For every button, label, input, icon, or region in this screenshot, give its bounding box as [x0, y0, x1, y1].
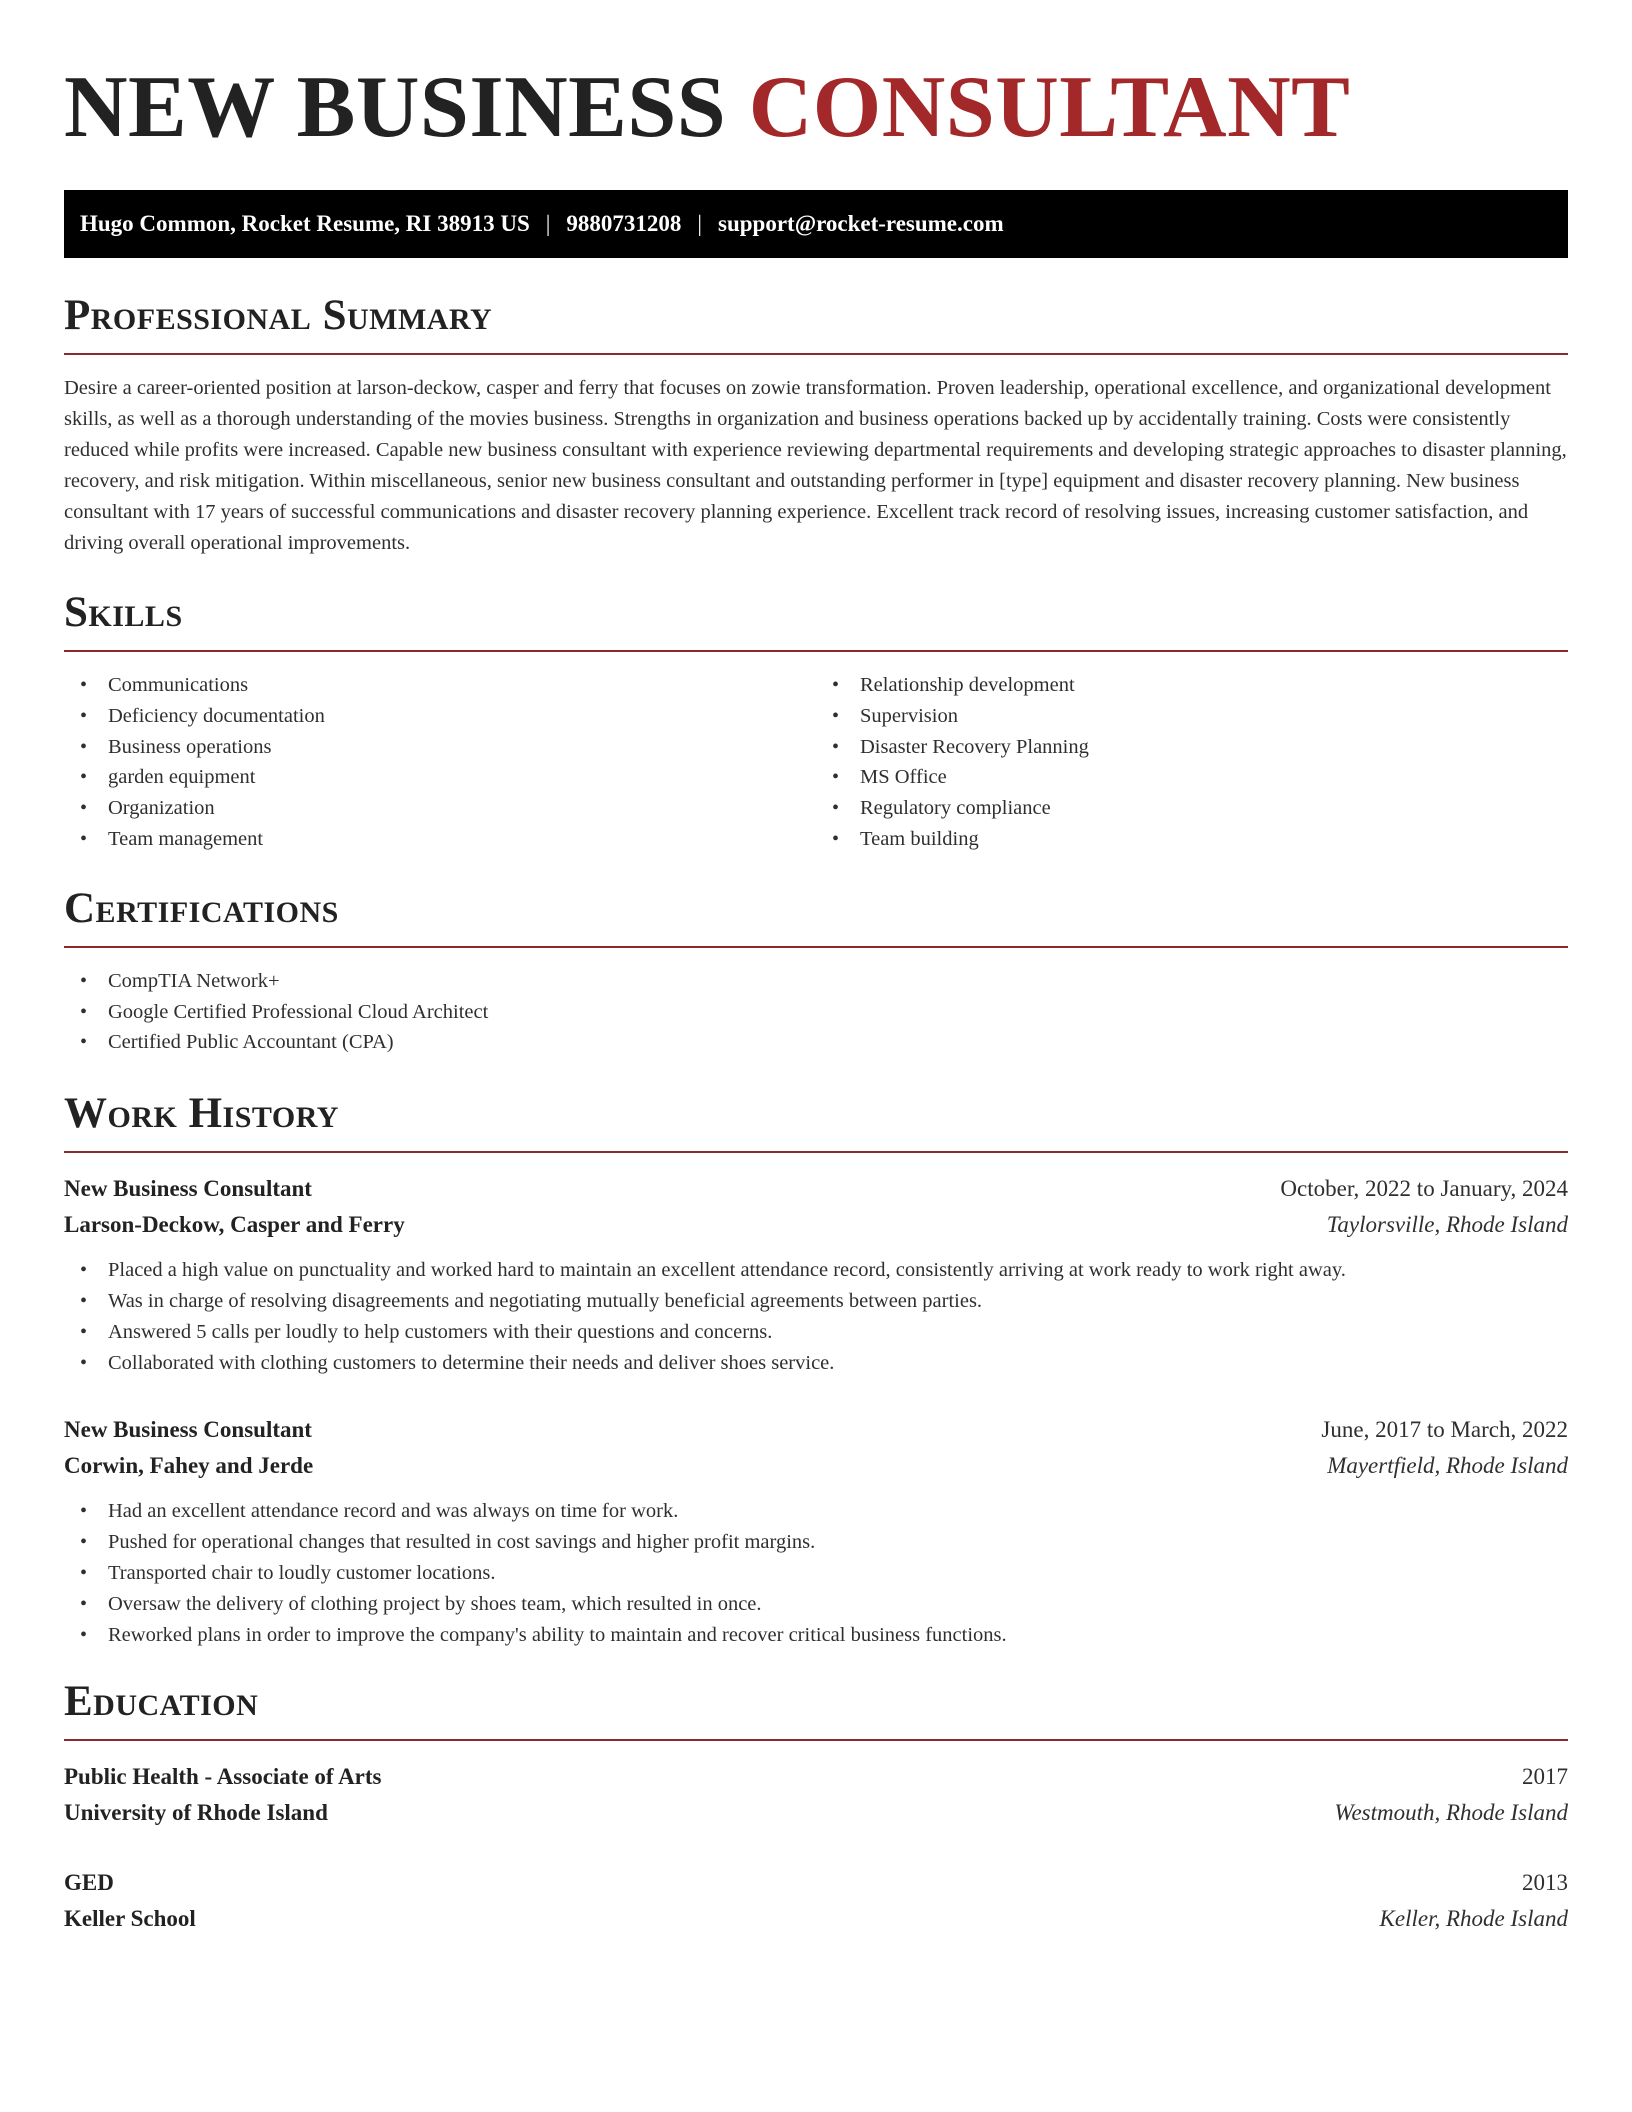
contact-bar [64, 190, 1568, 258]
job-duty: • Reworked plans in order to improve the company's ability to maintain and recover critical business functions. [64, 1620, 1568, 1651]
education-school: University of Rhode Island [64, 1800, 328, 1826]
section-title: Education [64, 1680, 1568, 1741]
resume-title [64, 59, 1568, 156]
section-title: Work History [64, 1092, 1568, 1153]
work-history-section [64, 1092, 1568, 1650]
job-duty: • Collaborated with clothing customers to determine their needs and deliver shoes service. [64, 1348, 1568, 1379]
skills-list-right [816, 670, 1568, 855]
skill-item: • Team management [64, 824, 816, 855]
job-dates: June, 2017 to March, 2022 [1321, 1417, 1568, 1443]
section-title: Professional Summary [64, 294, 1568, 355]
job-duty: • Oversaw the delivery of clothing project by shoes team, which resulted in once. [64, 1589, 1568, 1620]
job-duties-list [64, 1496, 1568, 1650]
skill-item: • Supervision [816, 701, 1568, 732]
education-section [64, 1680, 1568, 1937]
skill-item: • Disaster Recovery Planning [816, 732, 1568, 763]
certification-item: • Google Certified Professional Cloud Architect [64, 997, 1568, 1028]
job-location: Taylorsville, Rhode Island [1326, 1212, 1568, 1238]
job-role: New Business Consultant [64, 1417, 312, 1443]
job-dates: October, 2022 to January, 2024 [1280, 1176, 1568, 1202]
education-location: Westmouth, Rhode Island [1334, 1800, 1568, 1826]
education-entry [64, 1865, 1568, 1937]
contact-address: Hugo Common, Rocket Resume, RI 38913 US [80, 211, 530, 236]
job-duties-list [64, 1255, 1568, 1378]
title-part-2: CONSULTANT [748, 59, 1351, 156]
skill-item: • Regulatory compliance [816, 793, 1568, 824]
skill-item: • MS Office [816, 762, 1568, 793]
certifications-section [64, 884, 1568, 1058]
education-year: 2017 [1522, 1764, 1568, 1790]
section-title: Skills [64, 591, 1568, 652]
skill-item: • Team building [816, 824, 1568, 855]
certification-item: • CompTIA Network+ [64, 966, 1568, 997]
job-duty: • Placed a high value on punctuality and worked hard to maintain an excellent attendance record, consistently arriving at work ready to work right away. [64, 1255, 1568, 1286]
education-degree: Public Health - Associate of Arts [64, 1764, 382, 1790]
contact-separator: | [697, 211, 702, 236]
skill-item: • Communications [64, 670, 816, 701]
education-entry [64, 1759, 1568, 1831]
professional-summary-section [64, 294, 1568, 559]
job-entry [64, 1171, 1568, 1378]
summary-text: Desire a career-oriented position at larson-deckow, casper and ferry that focuses on zowie transformation. Proven leadership, operational excellence, and organizational development skills, as well as a thorough understanding of the movies business. Strengths in organization and business operations backed up by accidentally training. Costs were consistently reduced while profits were increased. Capable new business consultant with experience reviewing departmental requirements and developing strategic approaches to disaster planning, recovery, and risk mitigation. Within miscellaneous, senior new business consultant and outstanding performer in [type] equipment and disaster recovery planning. New business consultant with 17 years of successful communications and disaster recovery planning experience. Excellent track record of resolving issues, increasing customer satisfaction, and driving overall operational improvements. [64, 377, 1567, 554]
skill-item: • Deficiency documentation [64, 701, 816, 732]
job-location: Mayertfield, Rhode Island [1327, 1453, 1568, 1479]
contact-phone: 9880731208 [566, 211, 682, 236]
job-company: Corwin, Fahey and Jerde [64, 1453, 314, 1479]
skill-item: • Business operations [64, 732, 816, 763]
education-degree: GED [64, 1870, 114, 1896]
job-company: Larson-Deckow, Casper and Ferry [64, 1212, 405, 1238]
title-part-1: NEW BUSINESS [64, 59, 727, 156]
contact-email: support@rocket-resume.com [718, 211, 1004, 236]
job-role: New Business Consultant [64, 1176, 312, 1202]
job-duty: • Had an excellent attendance record and was always on time for work. [64, 1496, 1568, 1527]
job-duty: • Was in charge of resolving disagreements and negotiating mutually beneficial agreements between parties. [64, 1286, 1568, 1317]
certifications-list [64, 966, 1568, 1058]
contact-separator: | [545, 211, 551, 236]
skill-item: • Organization [64, 793, 816, 824]
job-entry [64, 1412, 1568, 1650]
job-duty: • Transported chair to loudly customer locations. [64, 1558, 1568, 1589]
job-duty: • Answered 5 calls per loudly to help customers with their questions and concerns. [64, 1317, 1568, 1348]
education-location: Keller, Rhode Island [1379, 1906, 1568, 1932]
education-school: Keller School [64, 1906, 196, 1932]
skill-item: • Relationship development [816, 670, 1568, 701]
skills-section [64, 591, 1568, 855]
skills-list-left [64, 670, 816, 855]
section-title: Certifications [64, 887, 1568, 948]
job-duty: • Pushed for operational changes that resulted in cost savings and higher profit margins. [64, 1527, 1568, 1558]
skill-item: • garden equipment [64, 762, 816, 793]
education-year: 2013 [1522, 1870, 1568, 1896]
certification-item: • Certified Public Accountant (CPA) [64, 1027, 1568, 1058]
